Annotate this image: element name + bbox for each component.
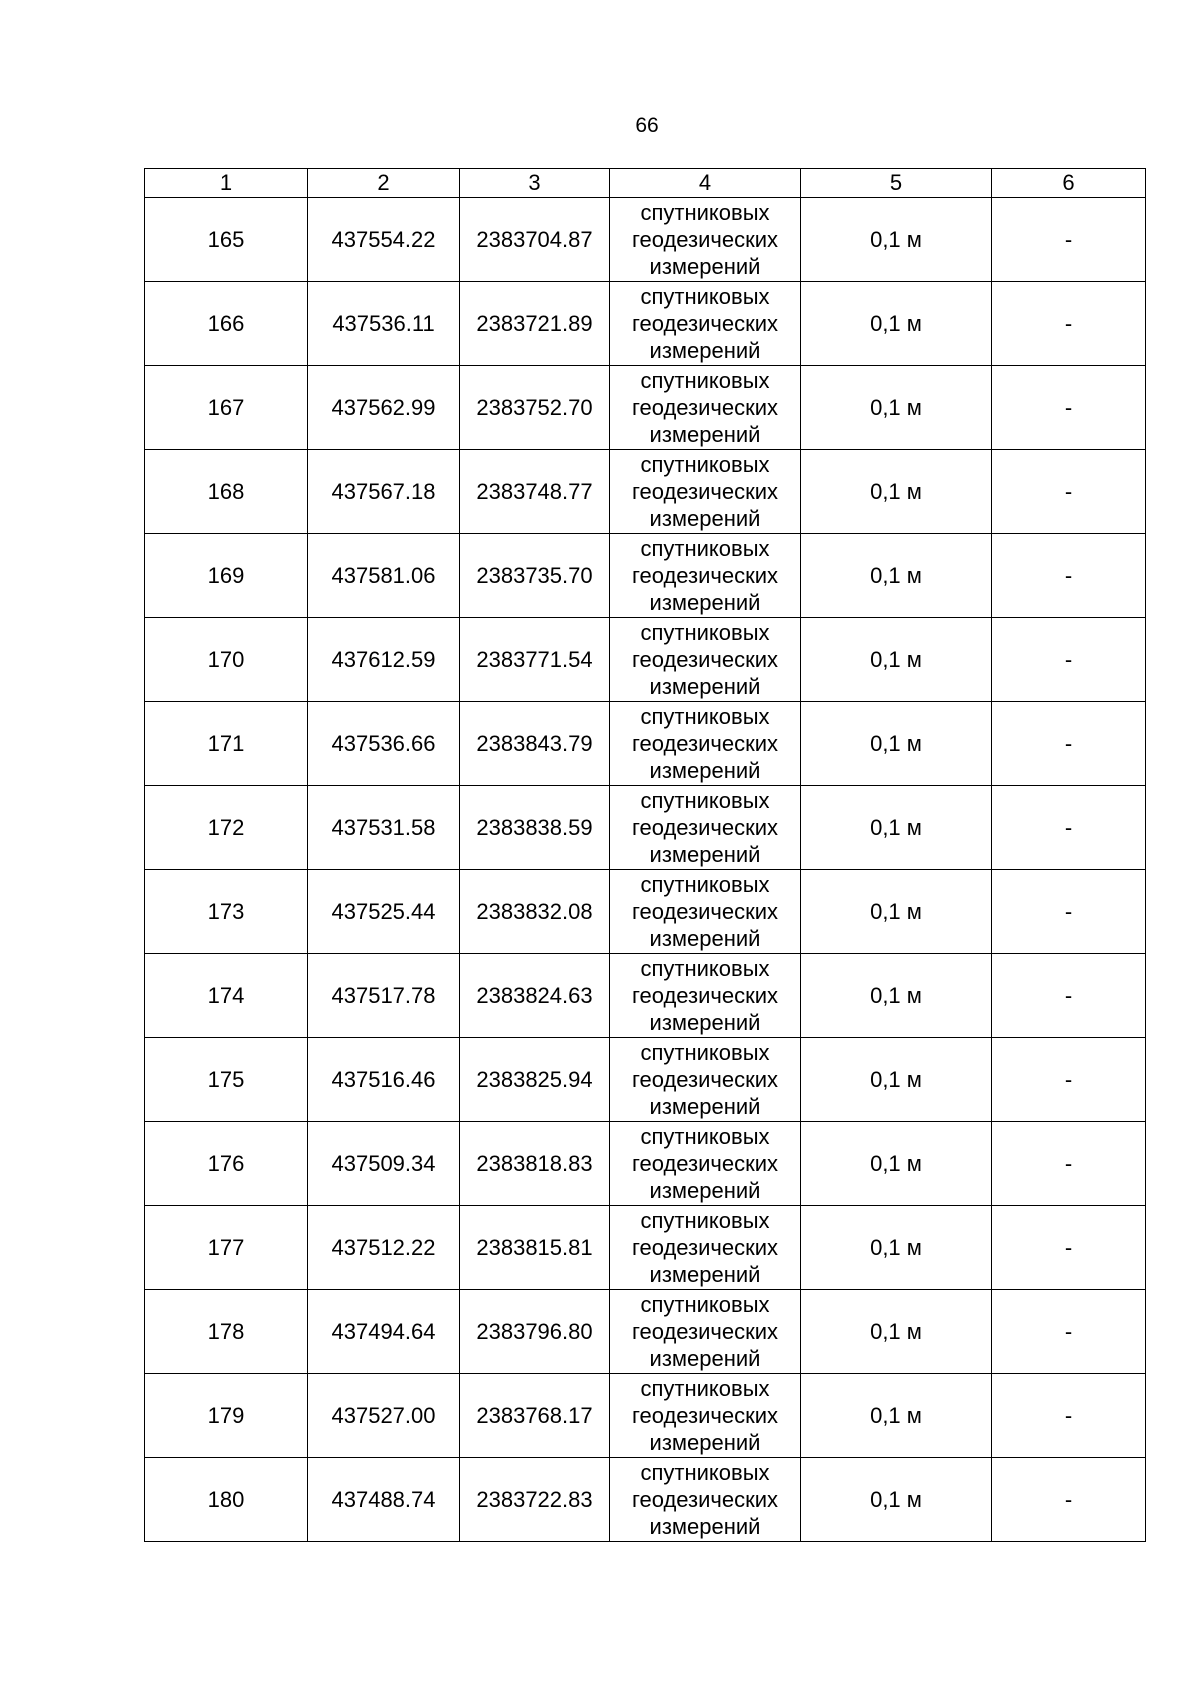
x-coordinate-cell: 437488.74	[308, 1458, 460, 1542]
x-coordinate-cell: 437509.34	[308, 1122, 460, 1206]
accuracy-cell: 0,1 м	[801, 534, 992, 618]
method-cell: спутниковых геодезических измерений	[610, 282, 801, 366]
y-coordinate-cell: 2383722.83	[460, 1458, 610, 1542]
y-coordinate-cell: 2383824.63	[460, 954, 610, 1038]
y-coordinate-cell: 2383832.08	[460, 870, 610, 954]
note-cell: -	[992, 954, 1146, 1038]
method-cell: спутниковых геодезических измерений	[610, 786, 801, 870]
x-coordinate-cell: 437581.06	[308, 534, 460, 618]
note-cell: -	[992, 1038, 1146, 1122]
x-coordinate-cell: 437494.64	[308, 1290, 460, 1374]
point-number-cell: 171	[145, 702, 308, 786]
table-row	[145, 618, 1146, 702]
method-cell: спутниковых геодезических измерений	[610, 1458, 801, 1542]
column-header: 1	[145, 169, 308, 198]
accuracy-cell: 0,1 м	[801, 618, 992, 702]
point-number-cell: 168	[145, 450, 308, 534]
method-cell: спутниковых геодезических измерений	[610, 450, 801, 534]
x-coordinate-cell: 437512.22	[308, 1206, 460, 1290]
x-coordinate-cell: 437525.44	[308, 870, 460, 954]
accuracy-cell: 0,1 м	[801, 702, 992, 786]
table-row	[145, 1290, 1146, 1374]
method-cell: спутниковых геодезических измерений	[610, 1374, 801, 1458]
y-coordinate-cell: 2383796.80	[460, 1290, 610, 1374]
y-coordinate-cell: 2383704.87	[460, 198, 610, 282]
table-row	[145, 702, 1146, 786]
table-row	[145, 366, 1146, 450]
method-cell: спутниковых геодезических измерений	[610, 954, 801, 1038]
y-coordinate-cell: 2383815.81	[460, 1206, 610, 1290]
note-cell: -	[992, 450, 1146, 534]
accuracy-cell: 0,1 м	[801, 870, 992, 954]
note-cell: -	[992, 618, 1146, 702]
method-cell: спутниковых геодезических измерений	[610, 1038, 801, 1122]
table-row	[145, 450, 1146, 534]
point-number-cell: 165	[145, 198, 308, 282]
method-cell: спутниковых геодезических измерений	[610, 198, 801, 282]
point-number-cell: 174	[145, 954, 308, 1038]
point-number-cell: 177	[145, 1206, 308, 1290]
y-coordinate-cell: 2383838.59	[460, 786, 610, 870]
header-row	[145, 169, 1146, 198]
table-row	[145, 198, 1146, 282]
point-number-cell: 180	[145, 1458, 308, 1542]
table-row	[145, 786, 1146, 870]
method-cell: спутниковых геодезических измерений	[610, 618, 801, 702]
note-cell: -	[992, 366, 1146, 450]
point-number-cell: 166	[145, 282, 308, 366]
table-row	[145, 870, 1146, 954]
accuracy-cell: 0,1 м	[801, 282, 992, 366]
x-coordinate-cell: 437516.46	[308, 1038, 460, 1122]
method-cell: спутниковых геодезических измерений	[610, 1290, 801, 1374]
column-header: 3	[460, 169, 610, 198]
point-number-cell: 179	[145, 1374, 308, 1458]
table-row	[145, 534, 1146, 618]
y-coordinate-cell: 2383768.17	[460, 1374, 610, 1458]
x-coordinate-cell: 437527.00	[308, 1374, 460, 1458]
y-coordinate-cell: 2383843.79	[460, 702, 610, 786]
column-header: 6	[992, 169, 1146, 198]
column-header: 5	[801, 169, 992, 198]
accuracy-cell: 0,1 м	[801, 1122, 992, 1206]
column-header: 2	[308, 169, 460, 198]
table-row	[145, 1122, 1146, 1206]
note-cell: -	[992, 534, 1146, 618]
y-coordinate-cell: 2383825.94	[460, 1038, 610, 1122]
x-coordinate-cell: 437562.99	[308, 366, 460, 450]
accuracy-cell: 0,1 м	[801, 1290, 992, 1374]
x-coordinate-cell: 437531.58	[308, 786, 460, 870]
method-cell: спутниковых геодезических измерений	[610, 534, 801, 618]
note-cell: -	[992, 870, 1146, 954]
point-number-cell: 172	[145, 786, 308, 870]
point-number-cell: 169	[145, 534, 308, 618]
accuracy-cell: 0,1 м	[801, 786, 992, 870]
method-cell: спутниковых геодезических измерений	[610, 870, 801, 954]
x-coordinate-cell: 437567.18	[308, 450, 460, 534]
table-body	[145, 198, 1146, 1542]
point-number-cell: 175	[145, 1038, 308, 1122]
method-cell: спутниковых геодезических измерений	[610, 1122, 801, 1206]
x-coordinate-cell: 437536.11	[308, 282, 460, 366]
table-row	[145, 1038, 1146, 1122]
note-cell: -	[992, 702, 1146, 786]
y-coordinate-cell: 2383771.54	[460, 618, 610, 702]
table-row	[145, 954, 1146, 1038]
table-row	[145, 1458, 1146, 1542]
note-cell: -	[992, 1290, 1146, 1374]
method-cell: спутниковых геодезических измерений	[610, 702, 801, 786]
note-cell: -	[992, 198, 1146, 282]
note-cell: -	[992, 282, 1146, 366]
point-number-cell: 167	[145, 366, 308, 450]
column-header: 4	[610, 169, 801, 198]
accuracy-cell: 0,1 м	[801, 954, 992, 1038]
x-coordinate-cell: 437536.66	[308, 702, 460, 786]
method-cell: спутниковых геодезических измерений	[610, 1206, 801, 1290]
page-number: 66	[635, 114, 659, 137]
y-coordinate-cell: 2383818.83	[460, 1122, 610, 1206]
table-row	[145, 1374, 1146, 1458]
table-row	[145, 1206, 1146, 1290]
accuracy-cell: 0,1 м	[801, 1038, 992, 1122]
coordinates-table	[144, 168, 1146, 1542]
accuracy-cell: 0,1 м	[801, 1458, 992, 1542]
note-cell: -	[992, 1458, 1146, 1542]
note-cell: -	[992, 786, 1146, 870]
x-coordinate-cell: 437554.22	[308, 198, 460, 282]
y-coordinate-cell: 2383721.89	[460, 282, 610, 366]
accuracy-cell: 0,1 м	[801, 198, 992, 282]
y-coordinate-cell: 2383748.77	[460, 450, 610, 534]
accuracy-cell: 0,1 м	[801, 1374, 992, 1458]
point-number-cell: 176	[145, 1122, 308, 1206]
note-cell: -	[992, 1374, 1146, 1458]
y-coordinate-cell: 2383752.70	[460, 366, 610, 450]
accuracy-cell: 0,1 м	[801, 450, 992, 534]
method-cell: спутниковых геодезических измерений	[610, 366, 801, 450]
x-coordinate-cell: 437612.59	[308, 618, 460, 702]
point-number-cell: 178	[145, 1290, 308, 1374]
note-cell: -	[992, 1206, 1146, 1290]
x-coordinate-cell: 437517.78	[308, 954, 460, 1038]
point-number-cell: 173	[145, 870, 308, 954]
table-row	[145, 282, 1146, 366]
note-cell: -	[992, 1122, 1146, 1206]
point-number-cell: 170	[145, 618, 308, 702]
accuracy-cell: 0,1 м	[801, 366, 992, 450]
y-coordinate-cell: 2383735.70	[460, 534, 610, 618]
accuracy-cell: 0,1 м	[801, 1206, 992, 1290]
